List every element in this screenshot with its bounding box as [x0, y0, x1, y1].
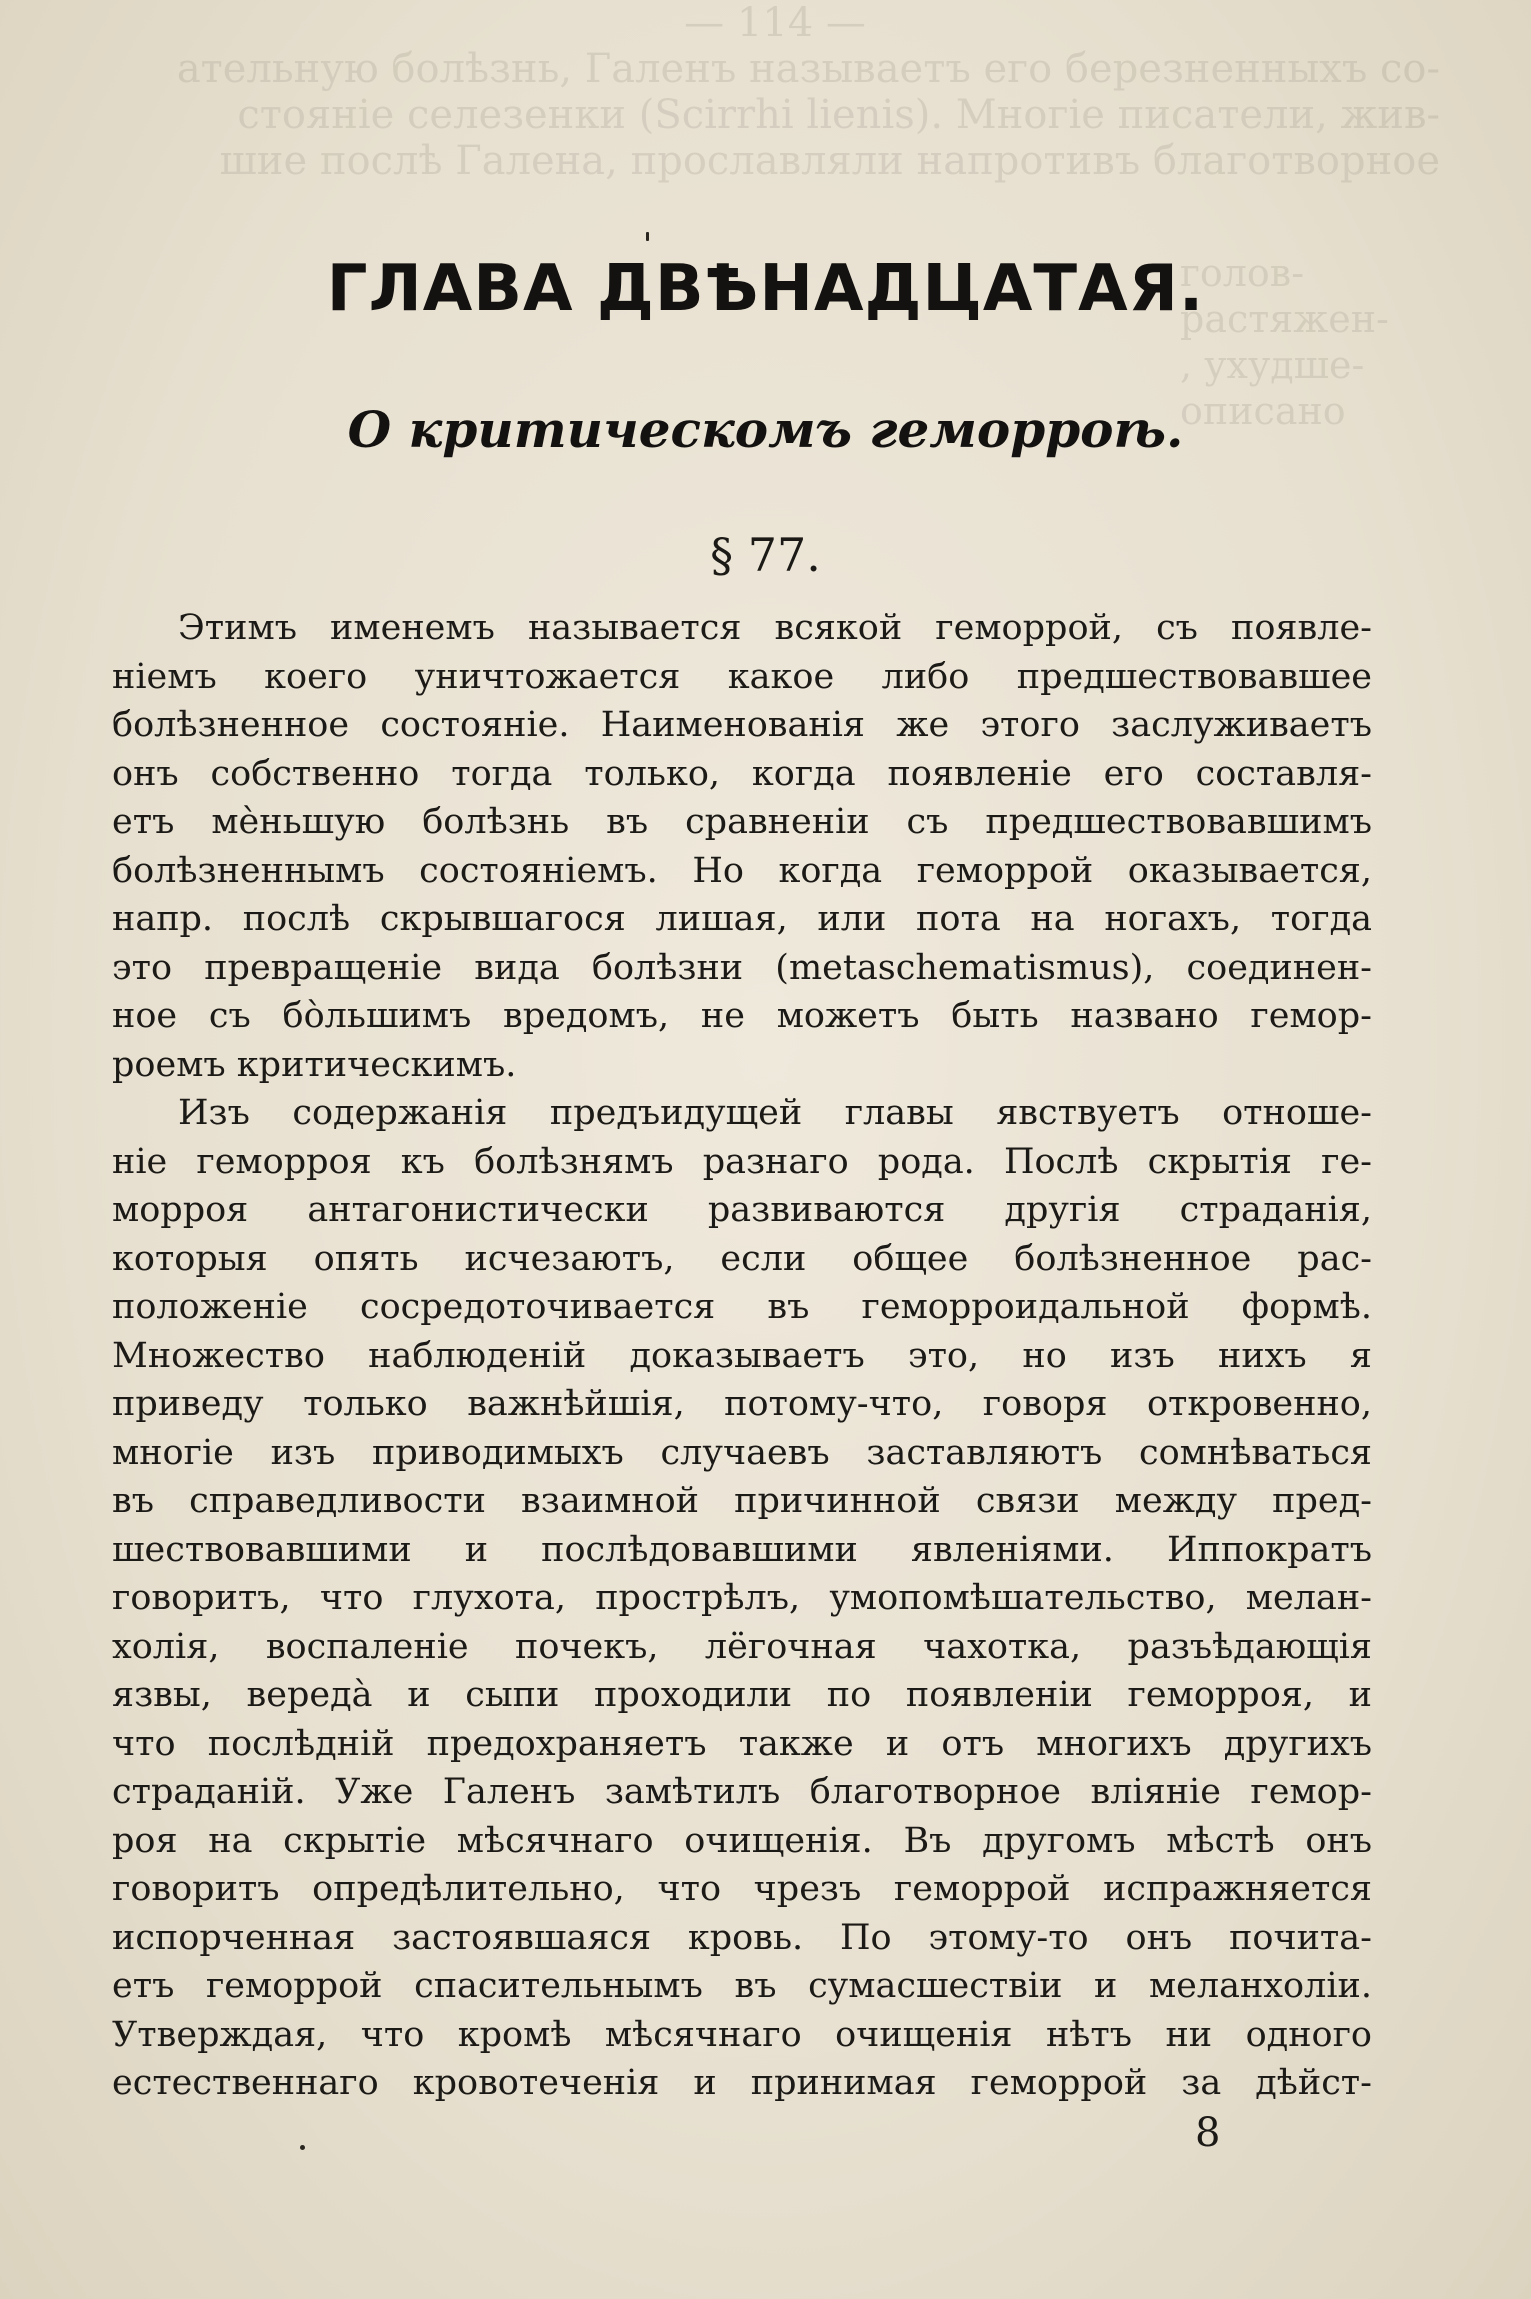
bleed-line: стоянiе селезенки (Scirrhi lienis). Многiе писатели, жив- [237, 92, 1440, 138]
text-line: роя на скрытiе мѣсячнаго очищенiя. Въ другомъ мѣстѣ онъ [112, 1820, 1372, 1861]
ink-speck [646, 232, 649, 241]
bleed-through-text-top [110, 0, 1440, 250]
bleed-line: — 114 — [684, 0, 866, 46]
bleed-line: ательную болѣзнь, Галенъ называетъ его березненныхъ со- [176, 46, 1440, 92]
text-line: холiя, воспаленiе почекъ, лёгочная чахотка, разъѣдающiя [112, 1626, 1372, 1667]
text-line: Множество наблюденiй доказываетъ это, но изъ нихъ я [112, 1335, 1372, 1376]
text-line: приведу только важнѣйшiя, потому-что, говоря откровенно, [112, 1384, 1372, 1424]
text-line: болѣзненное состоянiе. Наименованiя же этого заслуживаетъ [112, 705, 1372, 745]
text-line: Утверждая, что кромѣ мѣсячнаго очищенiя нѣтъ ни одного [112, 2014, 1372, 2055]
text-line: это превращенiе вида болѣзни (metaschematismus), соединен- [112, 947, 1372, 988]
text-line: морроя антагонистически развиваются другiя страданiя, [112, 1190, 1372, 1230]
bleed-line: , ухудше- [1180, 343, 1365, 387]
section-title: О критическомъ геморроѣ. [347, 400, 1184, 459]
text-line: Этимъ именемъ называется всякой геморрой, съ появле- [178, 608, 1372, 648]
text-line: роемъ критическимъ. [112, 1044, 517, 1085]
text-line: нiемъ коего уничтожается какое либо предшествовавшее [112, 656, 1372, 697]
text-line: язвы, вереда̀ и сыпи проходили по появленiи геморроя, и [112, 1675, 1372, 1715]
text-line: которыя опять исчезаютъ, если общее болѣзненное рас- [112, 1238, 1372, 1279]
bleed-line: растяжен- [1180, 297, 1389, 341]
text-line: многiе изъ приводимыхъ случаевъ заставляютъ сомнѣваться [112, 1432, 1372, 1473]
text-line: етъ геморрой спасительнымъ въ сумасшествiи и меланхолiи. [112, 1966, 1372, 2006]
text-line: етъ мѐньшую болѣзнь въ сравненiи съ предшествовавшимъ [112, 802, 1372, 842]
text-line: что послѣднiй предохраняетъ также и отъ многихъ другихъ [112, 1723, 1372, 1764]
text-line: болѣзненнымъ состоянiемъ. Но когда геморрой оказывается, [112, 850, 1372, 891]
text-line: говоритъ опредѣлительно, что чрезъ геморрой испражняется [112, 1869, 1372, 1909]
ink-speck [300, 2145, 305, 2150]
text-line: страданiй. Уже Галенъ замѣтилъ благотворное влiянiе гемор- [112, 1772, 1372, 1812]
page-number: 8 [1195, 2110, 1221, 2156]
text-line: напр. послѣ скрывшагося лишая, или пота на ногахъ, тогда [112, 899, 1372, 939]
bleed-line: шие послѣ Галена, прославляли напротивъ благотворное [219, 138, 1440, 184]
text-line: испорченная застоявшаяся кровь. По этому-то онъ почита- [112, 1917, 1372, 1958]
bleed-line: описано [1180, 389, 1346, 433]
text-line: положенiе сосредоточивается въ геморроидальной формѣ. [112, 1287, 1372, 1327]
text-line: нiе геморроя къ болѣзнямъ разнаго рода. Послѣ скрытiя ге- [112, 1141, 1372, 1182]
text-line: Изъ содержанiя предъидущей главы явствуетъ отноше- [178, 1093, 1372, 1133]
bleed-line: голов- [1180, 251, 1305, 295]
text-line: шествовавшими и послѣдовавшими явленiями. Иппократъ [112, 1529, 1372, 1570]
text-line: онъ собственно тогда только, когда появленiе его составля- [112, 753, 1372, 794]
paragraph-number: § 77. [710, 528, 821, 582]
chapter-title: ГЛАВА ДВѢНАДЦАТАЯ. [326, 252, 1205, 326]
text-line: говоритъ, что глухота, прострѣлъ, умопомѣшательство, мелан- [112, 1578, 1372, 1618]
body-text [112, 604, 1372, 2108]
text-line: естественнаго кровотеченiя и принимая геморрой за дѣйст- [112, 2063, 1372, 2103]
text-line: ное съ бо̀льшимъ вредомъ, не можетъ быть названо гемор- [112, 996, 1372, 1036]
text-line: въ справедливости взаимной причинной связи между пред- [112, 1481, 1372, 1521]
